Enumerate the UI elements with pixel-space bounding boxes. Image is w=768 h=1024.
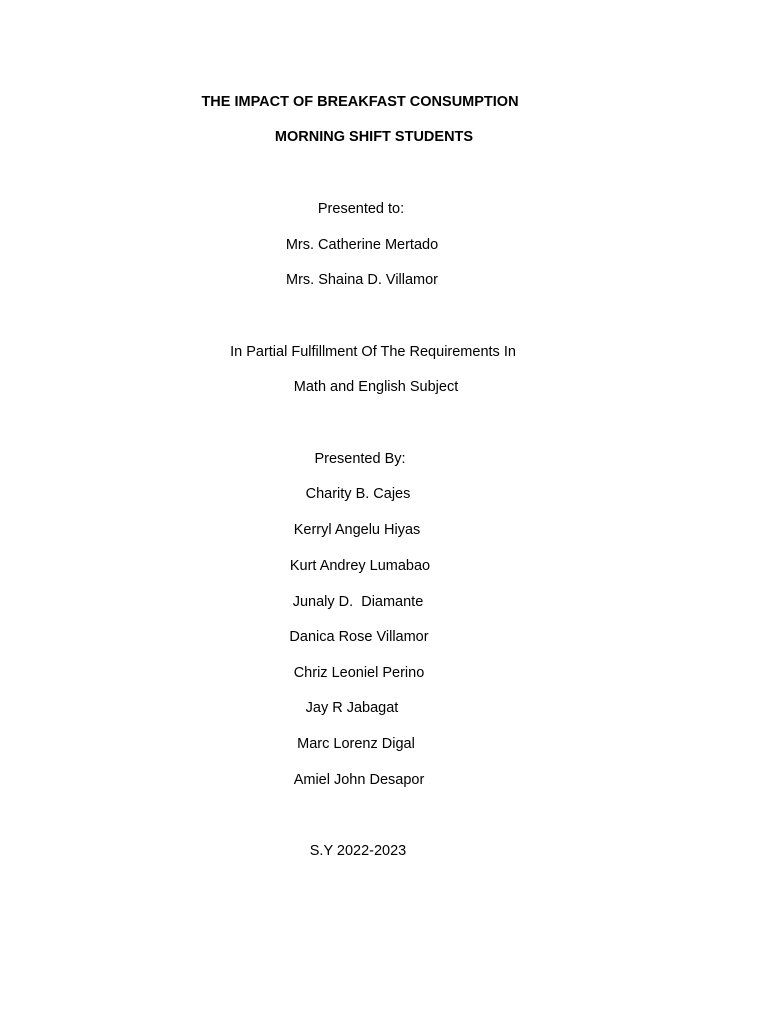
presenter-name: Danica Rose Villamor	[289, 629, 429, 645]
title-line-1: THE IMPACT OF BREAKFAST CONSUMPTION	[201, 94, 519, 110]
presenter-name: Kurt Andrey Lumabao	[289, 558, 431, 574]
school-year: S.Y 2022-2023	[309, 843, 407, 859]
presenter-name: Amiel John Desapor	[293, 772, 425, 788]
presented-to-label: Presented to:	[317, 201, 405, 217]
presenter-name: Chriz Leoniel Perino	[293, 665, 425, 681]
adviser-name: Mrs. Catherine Mertado	[285, 237, 439, 253]
title-line-2: MORNING SHIFT STUDENTS	[274, 129, 474, 145]
fulfillment-line-2: Math and English Subject	[293, 379, 459, 395]
fulfillment-line-1: In Partial Fulfillment Of The Requirements In	[230, 344, 516, 360]
adviser-name: Mrs. Shaina D. Villamor	[285, 272, 439, 288]
presenter-name: Charity B. Cajes	[305, 486, 411, 502]
presenter-name: Junaly D. Diamante	[292, 594, 424, 610]
presenter-name: Kerryl Angelu Hiyas	[293, 522, 421, 538]
presenter-name: Jay R Jabagat	[305, 700, 399, 716]
presenter-name: Marc Lorenz Digal	[297, 736, 415, 752]
presented-by-label: Presented By:	[314, 451, 406, 467]
